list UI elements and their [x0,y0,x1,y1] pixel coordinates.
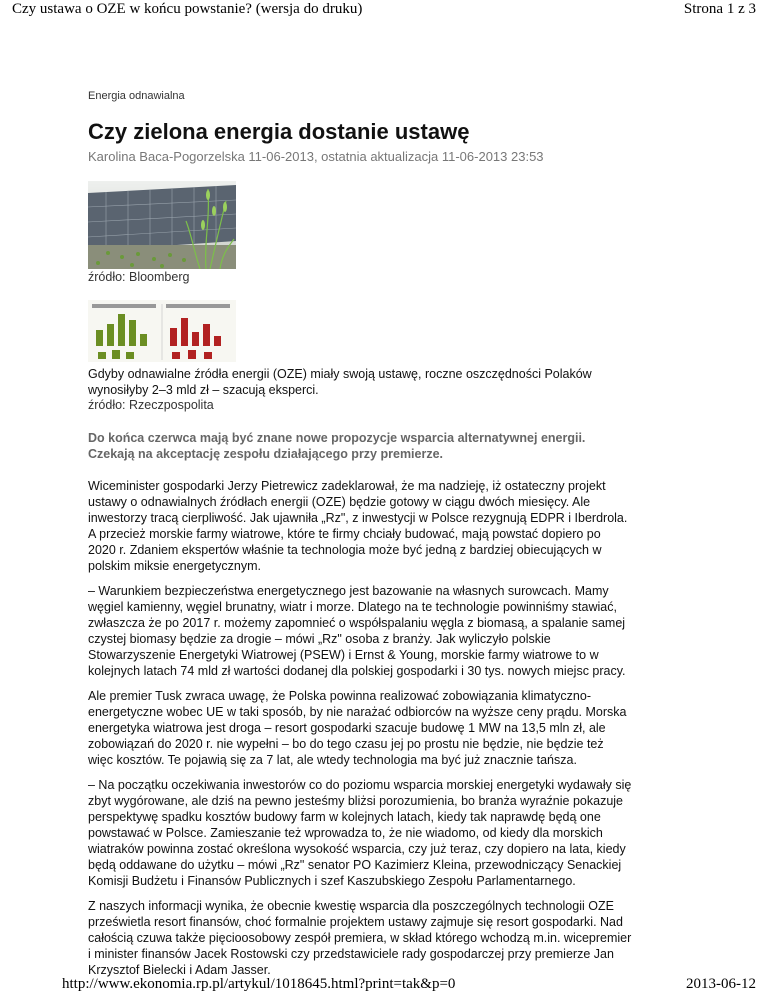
photo2-credit: źródło: Rzeczpospolita [88,398,214,412]
paragraph-line: Krzysztof Bielecki i Adam Jasser. [88,963,271,977]
paragraph-line: perspektywę spadku kosztów budowy farm w kolejnych latach, kiedy tak naprawdę będą one [88,810,601,824]
print-url: http://www.ekonomia.rp.pl/artykul/1018645.html?print=tak&p=0 [62,976,456,992]
paragraph-line: i minister finansów Jacek Rostowski czy przedstawiciele rady gospodarczej przy premierze Jan [88,947,614,961]
paragraph-line: Wiceminister gospodarki Jerzy Pietrewicz zadeklarował, że ma nadzieję, iż ostateczny projekt [88,479,606,493]
article [88,90,688,987]
paragraph-line: zobowiązań do 2020 r. nie wypełni – bo do tego czasu jej po prostu nie będzie, nie będzie też [88,737,604,751]
paragraph-line: czystej biomasy będzie za drogie – mówi „Rz" osoba z branży. Jak wyliczyło polskie [88,632,551,646]
paragraph-line: zwłaszcza że po 2017 r. możemy zapomnieć o współspalaniu węgla z biomasą, a spalanie samej [88,616,626,630]
lead-line: Czekają na akceptację zespołu działającego przy premierze. [88,447,444,461]
paragraph [88,583,688,679]
paragraph-line: węgiel kamienny, węgiel brunatny, wiatr i morze. Dlatego na te technologie powinniśmy stawiać, [88,600,617,614]
section-label[interactable]: Energia odnawialna [88,90,185,102]
photo1-credit: źródło: Bloomberg [88,270,190,284]
paragraph-line: Z naszych informacji wynika, że obecnie kwestię wsparcia dla poszczególnych technologii OZE [88,899,614,913]
lead-line: Do końca czerwca mają być znane nowe propozycje wsparcia alternatywnej energii. [88,431,586,445]
paragraph [88,898,688,978]
article-title: Czy zielona energia dostanie ustawę [88,119,470,144]
paragraph-line: ustawy o odnawialnych źródłach energii (OZE) będzie gotowy w ciągu dwóch miesięcy. Ale [88,495,591,509]
photo2-caption [88,366,688,398]
paragraph-line: inwestorzy tracą cierpliwość. Jak ujawniła „Rz", z inwestycji w Polsce rezygnują EDPR i Iberdrola. [88,511,628,525]
paragraph [88,688,688,768]
paragraph-line: – Warunkiem bezpieczeństwa energetycznego jest bazowanie na własnych surowcach. Mamy [88,584,609,598]
print-footer [0,976,768,994]
article-lead [88,430,688,462]
photo2-caption-line: wynosiłyby 2–3 mld zł – szacują eksperci. [88,383,319,397]
paragraph-line: Stowarzyszenie Energetyki Wiatrowej (PSEW) i Ernst & Young, morskie farmy wiatrowe to w [88,648,599,662]
solar-panel-photo [88,181,236,269]
paragraph [88,777,688,889]
paragraph-line: energetyka wiatrowa jest droga – resort gospodarki szacuje budowę 1 MW na 13,5 mln zł, ale [88,721,606,735]
paragraph-line: wiatraków powinna zostać określona wysokość wsparcia, czy już teraz, czy dopiero na lata, kiedy [88,842,626,856]
paragraph-line: więc kosztów. Te pojawią się za 7 lat, ale wtedy technologia ma być już znacznie tańsza. [88,753,577,767]
print-page-number: Strona 1 z 3 [683,1,756,17]
paragraph-line: prześwietla resort finansów, choć formalnie projektem ustawy zajmuje się resort gospodarki. Nad [88,915,623,929]
paragraph [88,478,688,574]
paragraph-line: polskim miksie energetycznym. [88,559,261,573]
print-page-title: Czy ustawa o OZE w końcu powstanie? (wersja do druku) [12,1,363,17]
photo2-caption-line: Gdyby odnawialne źródła energii (OZE) miały swoją ustawę, roczne oszczędności Polaków [88,367,592,381]
print-header [0,0,768,22]
infographic-thumbnail [88,300,236,362]
paragraph-line: Komisji Budżetu i Finansów Publicznych i szef Kaszubskiego Zespołu Parlamentarnego. [88,874,576,888]
article-byline: Karolina Baca-Pogorzelska 11-06-2013, ostatnia aktualizacja 11-06-2013 23:53 [88,149,544,164]
paragraph-line: energetyczne wobec UE w taki sposób, by nie narażać odbiorców na wyższe ceny prądu. Morska [88,705,627,719]
paragraph-line: A przecież morskie farmy wiatrowe, które te firmy chciały budować, mają powstać dopiero po [88,527,601,541]
paragraph-line: Ale premier Tusk zwraca uwagę, że Polska powinna realizować zobowiązania klimatyczno- [88,689,592,703]
paragraph-line: zbyt wygórowane, ale dziś na pewno jesteśmy bliżsi porozumienia, bo branża wyraźnie pokazuje [88,794,623,808]
paragraph-line: – Na początku oczekiwania inwestorów co do poziomu wsparcia morskiej energetyki wydawały się [88,778,632,792]
paragraph-line: będą oddawane do użytku – mówi „Rz" senator PO Kazimierz Kleina, przewodniczący Senackiej [88,858,622,872]
print-date: 2013-06-12 [686,976,756,992]
paragraph-line: 2020 r. Zdaniem ekspertów właśnie ta technologia może być jedną z bardziej obiecujących w [88,543,602,557]
paragraph-line: całością czuwa także pięcioosobowy zespół premiera, w skład którego wchodzą m.in. wicepremier [88,931,632,945]
paragraph-line: kolejnych latach 74 mld zł wartości dodanej dla polskiej gospodarki i 30 tys. nowych miejsc pracy. [88,664,626,678]
paragraph-line: powstawać w Polsce. Zamieszanie też wprowadza to, że nie wiadomo, od kiedy dla morskich [88,826,603,840]
